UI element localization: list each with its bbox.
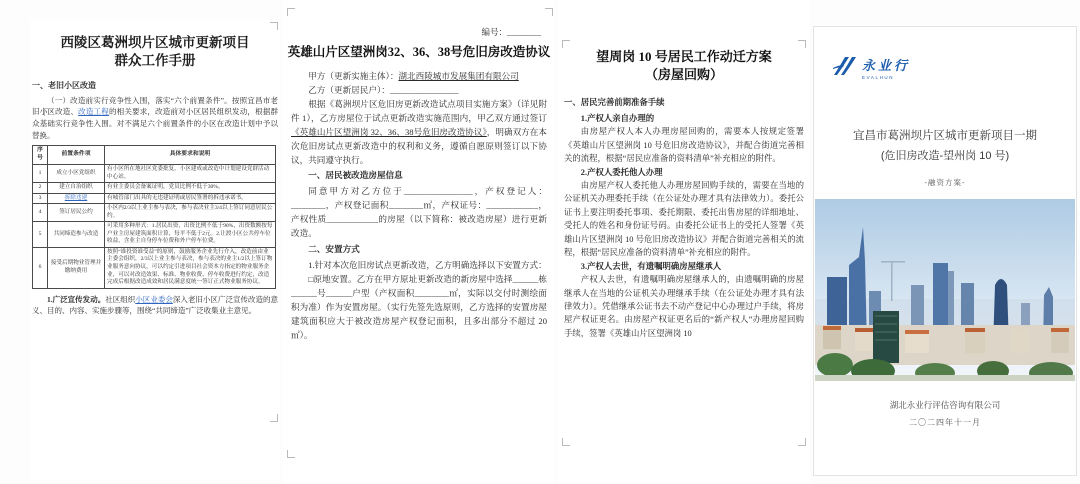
doc-number-field: 编号：________ [481,27,541,37]
row-desc: 有业主委员会备案证明，党员比例不低于30%。 [105,183,276,194]
crop-mark [562,438,570,446]
city-skyline-image [815,199,1075,381]
row-desc: 有城管部门出具的无违建证明或居民签署的拆违承诺书。 [105,193,276,204]
party-a-value: 湖北西陵城市发展集团有限公司 [398,71,519,82]
section-heading: 一、居民完善前期准备手续 [564,98,665,108]
row-item-link: 拆除违建 [64,194,88,201]
table-row [33,164,276,182]
crop-mark [545,8,553,16]
page-renovation-agreement [283,0,555,484]
table-row [33,183,276,194]
cover-date: 二〇二四年十一月 [909,418,981,427]
paragraph-text: 社区组织 [105,294,136,304]
logo-latin-text: EVALHUN [862,75,895,80]
agreement-name-underlined: 《英雄山片区望洲岗 32、36、38号危旧房改造协议》 [291,126,487,137]
subsection-paragraph-2: 由房屋产权人委托他人办理房屋回购手续的，需要在当地的公证机关办理委托手续（在公证处办理才具有法律效力）。委托公证书上要注明委托事项、委托期限、委托出售房屋的详细地址、受托人的姓名和身份证号码。由委托公证书上的受托人签署《英雄山片区望洲岗 10 号危旧房改造协议》并配合街道完善相关的流程，根据“居民应准备的资料清单”补充相应的附件。 [564,181,804,258]
paragraph-lead: 1.广泛宣传发动。 [47,294,106,304]
row-item: 建立自治组织 [48,183,105,194]
intro-paragraph [32,95,278,142]
page-financing-cover [813,26,1077,476]
table-row [33,204,276,222]
party-b-line [291,84,547,98]
crop-mark [562,40,570,48]
row-item: 签订居民公约 [48,204,105,222]
row-num: 5 [33,222,48,248]
crop-mark [270,414,278,422]
row-item: 共同缔造参与改造 [48,222,105,248]
row-num: 3 [33,193,48,204]
section-heading: 一、老旧小区改造 [32,81,96,91]
col-header-desc: 具体要求和说明 [105,146,276,165]
section-heading-2: 二、安置方式 [308,244,360,255]
crop-mark [798,40,806,48]
table-row [33,247,276,288]
subsection-heading-3: 3.产权人去世，有遗嘱明确房屋继承人 [580,261,722,271]
resettle-paragraph-1: 1.针对本次危旧房试点更新改造，乙方明确选择以下安置方式： [308,260,547,270]
page-title: 英雄山片区望洲岗32、36、38号危旧房改造协议 [287,44,551,59]
party-b-label: 乙方（更新居民户）： [308,84,390,95]
tracked-change-link: 小区业委会 [135,294,173,304]
page-title [558,48,810,84]
row-desc: 按照“谁投资谁受益”的原则，鼓励服务企业先行介入，改造前由业主委会组织，2/3以上业主参与表决，参与表决的业主1/2以上签订物业服务意向协议，可以约定引进项目社会资本方指定的物业服务企业，可以对改造效果、标准、物业收费、停车收费进行约定，改造完成后根据改造成效和居民满意度统一签订正式物业服务协议。 [105,247,276,288]
row-desc: 可采用多种形式：1.居民出资，出资比例不低于90%，出资数额按每户业主房屋建筑面积计算，每平不低于2元。2.让渡小区公共停车位收益，含业主自身停车位费和外户停车位费。 [105,222,276,248]
intro-text: （一）改造前实行竞争性入围，落实“六个前置条件”。按照宜昌市老旧小区改造、 [32,95,278,117]
intro-text: 的相关要求，改造前对小区居民组织发动，根据群众基础实行竞争性入围。对不满足六个前置条件的小区在改造计划中予以替换。 [32,107,279,140]
resettle-paragraph-2: □原地安置。乙方在甲方原址更新改造的新房屋中选择______栋______号______户型（产权面积________㎡，实际以交付时测绘面积为准）作为安置房屋。（实行先签先选原则，乙方选择的安置房屋建筑面积应大于被改造房屋产权登记面积，且多出部分不超过 20 ㎡）。 [291,273,547,340]
page-relocation-plan [558,0,810,484]
page-title-line1: 西陵区葛洲坝片区城市更新项目 [60,35,250,50]
party-b-blank: ________________ [389,84,459,95]
table-row [33,222,276,248]
intro-text: ，明确双方在本次危旧房试点更新改造中的权利和义务，遵循自愿原则签订以下协议，共同遵守执行。 [291,126,547,165]
section-heading-1: 一、居民被改造房屋信息 [308,170,403,181]
logo-mark-icon [832,55,858,77]
paragraph-text: 深入老旧小区广泛宣传改造的意义、目的、内容、实施步骤等，围绕“共同缔造”广泛收集业主意见。 [32,294,279,316]
col-header-num: 序号 [33,146,48,165]
table-header-row [33,146,276,165]
page-title [30,34,280,70]
row-num: 6 [33,247,48,288]
page-title-line2: 群众工作手册 [114,53,196,69]
company-logo [832,55,910,80]
row-num: 4 [33,204,48,222]
row-num: 2 [33,183,48,194]
preconditions-table [32,145,276,288]
cover-title-line1: 宜昌市葛洲坝片区城市更新项目一期 [853,130,1037,142]
logo-chinese-text: 永业行 [862,58,911,73]
row-item: 成立小区党组织 [48,164,105,182]
col-header-item: 前置条件项 [48,146,105,165]
subsection-heading-1: 1.产权人亲自办理的 [580,113,655,123]
subsection-paragraph-1: 由房屋产权人本人办理房屋回购的，需要本人按规定签署《英雄山片区望洲岗 10 号危旧房改造协议》，并配合街道完善相关的流程，根据“居民应准备的资料清单”补充相应的附件。 [564,127,804,164]
row-desc: 有小区所在地社区党委批复，小区建成或改造中计划建设党群活动中心站。 [105,164,276,182]
tracked-change-link: 改造工程 [78,107,109,117]
subsection-heading-2: 2.产权人委托他人办理 [580,167,663,177]
crop-mark [270,22,278,30]
crop-mark [798,438,806,446]
page-title-line1: 望周岗 10 号居民工作动迁方案 [596,49,772,64]
party-a-label: 甲方（更新实施主体）： [308,71,399,82]
subsection-paragraph-3: 产权人去世，有遗嘱明确房屋继承人的，由遗嘱明确的房屋继承人在当地的公证机关办理继承手续（在公证处办理才具有法律效力）。凭借继承公证书去不动产登记中心办理过户手续，将房屋产权证更名。由房屋产权证更名后的“新产权人”办理房屋回购手续，签署《英雄山片区望洲岗 10 [564,275,804,338]
intro-text: 根据《葛洲坝片区危旧房更新改造试点项目实施方案》（详见附件 1），乙方房屋位于试点更新改造实施范围内，甲乙双方通过签订 [291,98,547,123]
cover-title-line2: (危旧房改造-望州岗 10 号) [880,150,1010,162]
house-info-paragraph: 同意甲方对乙方位于________________，产权登记人：________，产权登记面积________㎡，产权证号：____________，产权性质____________的房屋（以下简称：被改造房屋）进行更新改造。 [291,186,547,239]
mobilization-paragraph [32,294,278,317]
table-row [33,193,276,204]
crop-mark [287,8,295,16]
cover-company-name: 湖北永业行评估咨询有限公司 [889,400,1001,410]
row-item: 接受后期物业管理并缴纳费用 [48,247,105,288]
crop-mark [287,450,295,458]
page-work-manual [30,20,280,480]
page-title-line2: （房屋回购） [644,67,723,83]
row-num: 1 [33,164,48,182]
row-desc: 小区内2/3以上业主参与表决，参与表决业主3/4以上签订同意居民公约。 [105,204,276,222]
agreement-intro [291,98,547,168]
cover-subtitle: -融资方案- [924,178,966,187]
party-a-line [291,70,547,84]
